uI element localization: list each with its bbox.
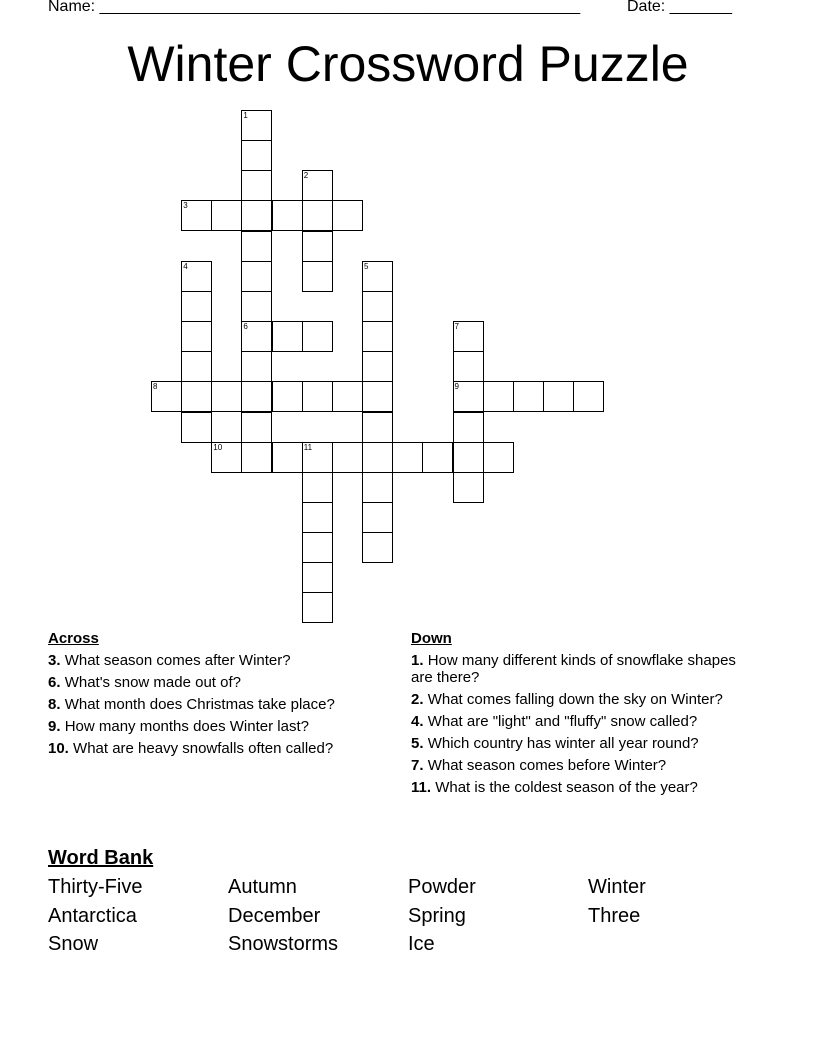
word-bank-item: Thirty-Five bbox=[48, 876, 143, 898]
crossword-cell[interactable] bbox=[362, 291, 393, 322]
down-clue bbox=[411, 691, 756, 708]
clue-text: What season comes after Winter? bbox=[64, 652, 291, 669]
crossword-cell[interactable] bbox=[151, 381, 182, 412]
crossword-cell[interactable] bbox=[573, 381, 604, 412]
crossword-cell[interactable] bbox=[181, 351, 212, 382]
down-clue bbox=[411, 713, 756, 730]
crossword-cell[interactable] bbox=[362, 532, 393, 563]
clue-number: 3 bbox=[183, 201, 188, 211]
clue-number-label: 3. bbox=[48, 652, 61, 669]
name-field-label[interactable]: Name: ______________________________________________________ bbox=[48, 0, 581, 15]
crossword-cell[interactable] bbox=[483, 442, 514, 473]
word-bank-heading: Word Bank bbox=[48, 847, 154, 869]
crossword-cell[interactable] bbox=[332, 200, 363, 231]
clue-number: 5 bbox=[364, 261, 369, 271]
crossword-cell[interactable] bbox=[302, 381, 333, 412]
crossword-cell[interactable] bbox=[211, 200, 242, 231]
crossword-cell[interactable] bbox=[362, 412, 393, 443]
crossword-cell[interactable] bbox=[181, 321, 212, 352]
clue-text: What are "light" and "fluffy" snow called? bbox=[427, 713, 698, 730]
clue-number-label: 4. bbox=[411, 713, 424, 730]
crossword-cell[interactable] bbox=[362, 442, 393, 473]
clue-text: How many months does Winter last? bbox=[64, 718, 309, 735]
crossword-cell[interactable] bbox=[241, 321, 272, 352]
crossword-cell[interactable] bbox=[362, 502, 393, 533]
crossword-cell[interactable] bbox=[241, 412, 272, 443]
clue-number-label: 5. bbox=[411, 735, 424, 752]
down-clue bbox=[411, 652, 756, 686]
across-heading: Across bbox=[48, 630, 99, 647]
word-bank-item: Antarctica bbox=[48, 904, 137, 927]
clue-text: What season comes before Winter? bbox=[427, 757, 667, 774]
down-clue bbox=[411, 735, 756, 752]
clue-number: 8 bbox=[153, 382, 158, 392]
crossword-cell[interactable] bbox=[302, 261, 333, 292]
crossword-cell[interactable] bbox=[241, 381, 272, 412]
clue-number-label: 2. bbox=[411, 691, 424, 708]
crossword-cell[interactable] bbox=[453, 472, 484, 503]
clue-number-label: 8. bbox=[48, 696, 61, 713]
crossword-cell[interactable] bbox=[241, 110, 272, 141]
crossword-cell[interactable] bbox=[302, 321, 333, 352]
crossword-cell[interactable] bbox=[241, 140, 272, 171]
clue-number: 11 bbox=[303, 442, 313, 452]
crossword-cell[interactable] bbox=[513, 381, 544, 412]
word-bank-list bbox=[48, 873, 788, 959]
clue-text: What is the coldest season of the year? bbox=[435, 779, 698, 796]
clue-number-label: 1. bbox=[411, 652, 424, 669]
crossword-cell[interactable] bbox=[362, 351, 393, 382]
crossword-cell[interactable] bbox=[241, 351, 272, 382]
clue-number-label: 6. bbox=[48, 674, 61, 691]
across-clue bbox=[48, 740, 393, 757]
clue-text: How many different kinds of snowflake shapes are there? bbox=[411, 652, 736, 686]
crossword-cell[interactable] bbox=[453, 412, 484, 443]
crossword-cell[interactable] bbox=[453, 351, 484, 382]
word-bank-item: Snowstorms bbox=[228, 933, 339, 955]
clue-number-label: 10. bbox=[48, 740, 69, 757]
crossword-cell[interactable] bbox=[181, 200, 212, 231]
crossword-cell[interactable] bbox=[272, 321, 303, 352]
down-clue bbox=[411, 779, 756, 796]
crossword-cell[interactable] bbox=[181, 412, 212, 443]
clue-number: 7 bbox=[454, 322, 459, 331]
crossword-cell[interactable] bbox=[453, 381, 484, 412]
word-bank-item: December bbox=[228, 904, 321, 927]
word-bank-item: Powder bbox=[408, 876, 476, 898]
clue-number: 4 bbox=[183, 261, 188, 271]
down-clue-list bbox=[411, 652, 756, 796]
crossword-cell[interactable] bbox=[302, 532, 333, 563]
crossword-cell[interactable] bbox=[362, 261, 393, 292]
crossword-cell[interactable] bbox=[332, 442, 363, 473]
clue-number: 6 bbox=[243, 322, 248, 331]
across-clues bbox=[48, 630, 393, 762]
across-clue bbox=[48, 718, 393, 735]
clue-text: Which country has winter all year round? bbox=[427, 735, 699, 752]
word-bank-item: Spring bbox=[408, 904, 466, 927]
clue-number: 2 bbox=[303, 171, 309, 181]
clue-number-label: 11. bbox=[411, 779, 432, 796]
clue-text: What comes falling down the sky on Winter? bbox=[427, 691, 723, 708]
word-bank bbox=[48, 845, 788, 959]
crossword-cell[interactable] bbox=[362, 381, 393, 412]
across-clue bbox=[48, 696, 393, 713]
crossword-cell[interactable] bbox=[453, 321, 484, 352]
crossword-cell[interactable] bbox=[302, 502, 333, 533]
crossword-cell[interactable] bbox=[241, 231, 272, 262]
down-clues bbox=[411, 630, 756, 801]
crossword-cell[interactable] bbox=[241, 261, 272, 292]
crossword-cell[interactable] bbox=[362, 321, 393, 352]
down-heading: Down bbox=[411, 630, 452, 647]
across-clue bbox=[48, 674, 393, 691]
crossword-cell[interactable] bbox=[332, 381, 363, 412]
crossword-cell[interactable] bbox=[181, 261, 212, 292]
crossword-cell[interactable] bbox=[483, 381, 514, 412]
crossword-cell[interactable] bbox=[302, 231, 333, 262]
word-bank-item: Autumn bbox=[228, 876, 297, 898]
crossword-cell[interactable] bbox=[543, 381, 574, 412]
across-clue bbox=[48, 652, 393, 669]
across-clue-list bbox=[48, 652, 393, 757]
crossword-cell[interactable] bbox=[392, 442, 423, 473]
date-field-label[interactable]: Date: _______ bbox=[627, 0, 732, 15]
clue-text: What are heavy snowfalls often called? bbox=[73, 740, 334, 757]
crossword-cell[interactable] bbox=[272, 442, 303, 473]
crossword-cell[interactable] bbox=[241, 291, 272, 322]
crossword-cell[interactable] bbox=[302, 472, 333, 503]
crossword-cell[interactable] bbox=[302, 592, 333, 623]
crossword-cell[interactable] bbox=[272, 200, 303, 231]
crossword-cell[interactable] bbox=[211, 381, 242, 412]
word-bank-item: Winter bbox=[588, 876, 646, 898]
word-bank-item: Ice bbox=[408, 933, 435, 955]
clue-text: What's snow made out of? bbox=[64, 674, 241, 691]
crossword-cell[interactable] bbox=[181, 381, 212, 412]
clue-number-label: 7. bbox=[411, 757, 424, 774]
crossword-cell[interactable] bbox=[302, 200, 333, 231]
down-clue bbox=[411, 757, 756, 774]
crossword-cell[interactable] bbox=[211, 442, 242, 473]
crossword-cell[interactable] bbox=[422, 442, 453, 473]
clue-text: What month does Christmas take place? bbox=[64, 696, 335, 713]
clue-number: 9 bbox=[454, 382, 459, 392]
crossword-cell[interactable] bbox=[241, 200, 272, 231]
word-bank-item: Three bbox=[588, 904, 641, 927]
clue-number: 10 bbox=[213, 442, 223, 452]
crossword-cell[interactable] bbox=[272, 381, 303, 412]
crossword-cell[interactable] bbox=[181, 291, 212, 322]
crossword-cell[interactable] bbox=[241, 442, 272, 473]
crossword-cell[interactable] bbox=[362, 472, 393, 503]
crossword-cell[interactable] bbox=[241, 170, 272, 201]
crossword-cell[interactable] bbox=[453, 442, 484, 473]
crossword-cell[interactable] bbox=[302, 170, 333, 201]
page-title: Winter Crossword Puzzle bbox=[127, 36, 689, 92]
crossword-cell[interactable] bbox=[302, 442, 333, 473]
word-bank-item: Snow bbox=[48, 933, 99, 955]
clue-number: 1 bbox=[243, 111, 248, 120]
clue-number-label: 9. bbox=[48, 718, 61, 735]
crossword-cell[interactable] bbox=[302, 562, 333, 593]
